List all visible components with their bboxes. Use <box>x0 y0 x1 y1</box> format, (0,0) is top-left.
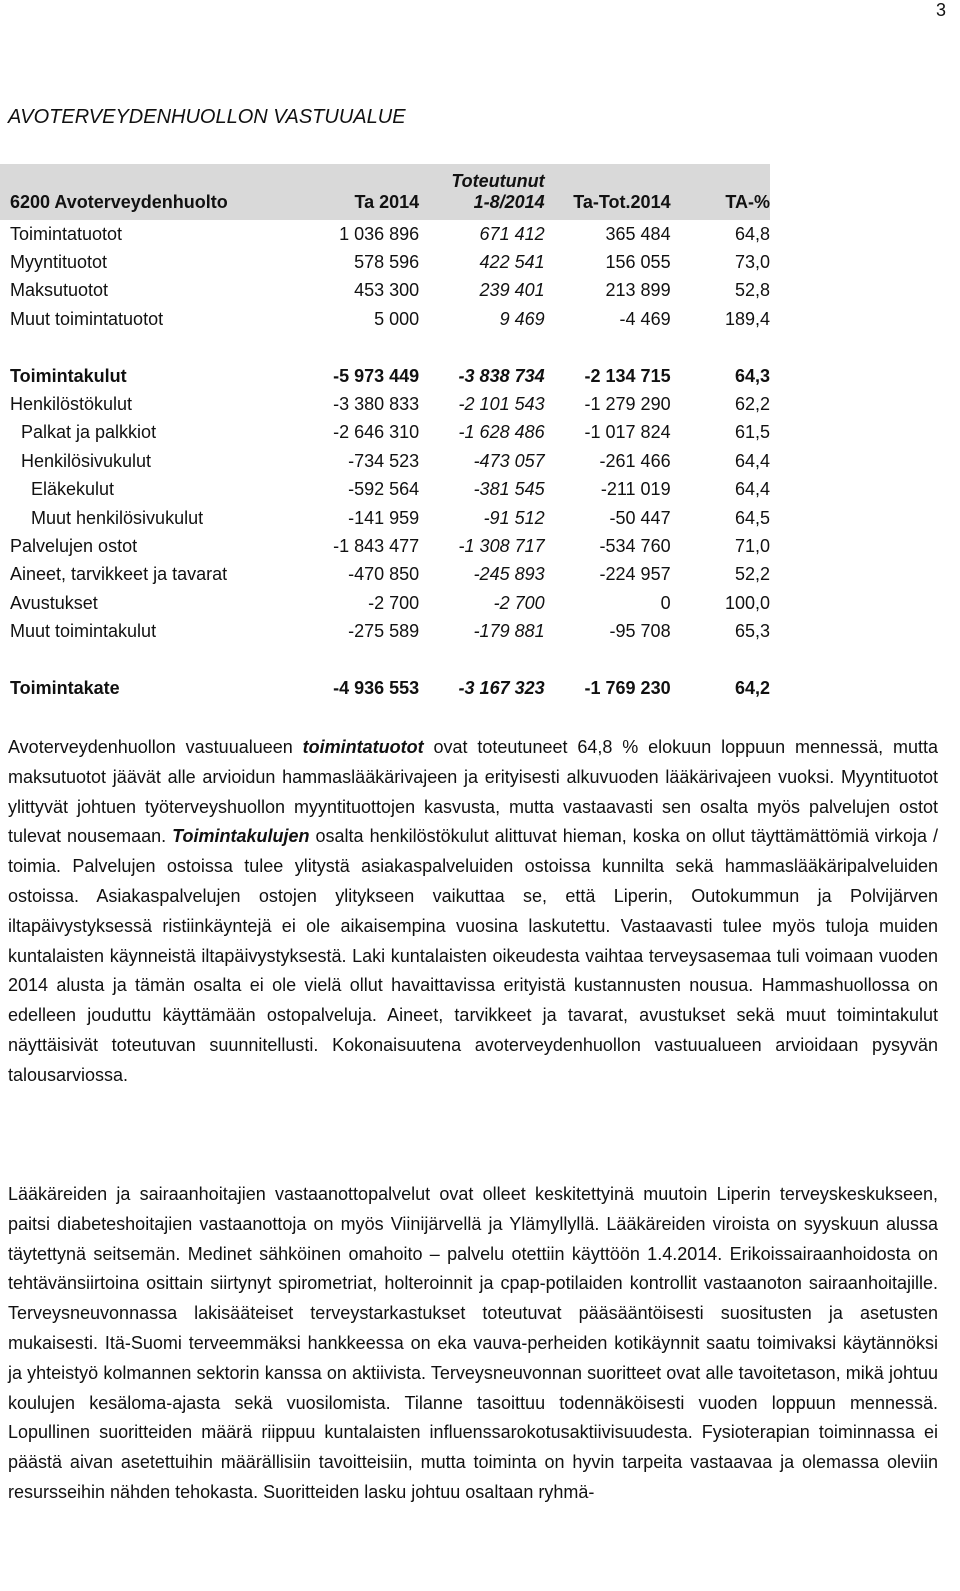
table-row <box>0 532 770 560</box>
cell-pct: 64,4 <box>734 479 770 500</box>
row-label: Maksutuotot <box>10 280 109 301</box>
header-diff: Ta-Tot.2014 <box>545 192 671 220</box>
table-row <box>0 589 770 617</box>
cell-ta: -2 700 <box>368 592 420 613</box>
cell-ta: 453 300 <box>354 280 420 301</box>
cell-tot: 671 412 <box>479 223 545 244</box>
cell-ta: -2 646 310 <box>333 422 420 443</box>
cell-pct: 64,2 <box>734 677 770 698</box>
cell-diff: -1 769 230 <box>584 677 671 698</box>
cell-diff: -1 017 824 <box>584 422 671 443</box>
table-row <box>0 476 770 504</box>
row-label: Avustukset <box>10 592 98 613</box>
cell-ta: -470 850 <box>348 564 420 585</box>
cell-diff: -50 447 <box>609 507 671 528</box>
cell-pct: 73,0 <box>734 252 770 273</box>
cell-diff: -4 469 <box>619 308 671 329</box>
cell-diff: 365 484 <box>605 223 671 244</box>
row-label: Muut toimintatuotot <box>10 308 164 329</box>
cell-diff: -261 466 <box>599 450 671 471</box>
cell-ta: 1 036 896 <box>339 223 420 244</box>
cell-tot: -1 308 717 <box>458 535 545 556</box>
row-label: Palkat ja palkkiot <box>21 422 157 443</box>
cell-pct: 52,2 <box>734 564 770 585</box>
page-number: 3 <box>935 0 946 20</box>
row-label: Toimintakate <box>10 677 120 698</box>
cell-ta: 5 000 <box>374 308 420 329</box>
header-ta-l1 <box>283 164 419 192</box>
cell-tot: -3 838 734 <box>458 365 545 386</box>
row-label: Henkilöstökulut <box>10 394 133 415</box>
cell-diff: 156 055 <box>605 252 671 273</box>
cell-ta: 578 596 <box>354 252 420 273</box>
row-label: Muut henkilösivukulut <box>31 507 204 528</box>
cell-ta: -5 973 449 <box>333 365 420 386</box>
cell-pct: 64,5 <box>734 507 770 528</box>
cell-tot: -2 700 <box>493 592 545 613</box>
table-row <box>0 419 770 447</box>
cell-pct: 52,8 <box>734 280 770 301</box>
row-label: Henkilösivukulut <box>21 450 152 471</box>
p2-text: Lääkäreiden ja sairaanhoitajien vastaanottopalvelut ovat olleet keskitettyinä muutoin Liperin terveyskeskukseen, paitsi diabeteshoitajien vastaanottoja on myös Viinijärvellä ja Ylämyllyllä. Lääkäreiden viroista on syyskuun alussa täytettynä seitsemän. Medinet sähköinen omahoito – palvelu otettiin käyttöön 1.4.2014. Erikoissairaanhoidosta on tehtävänsiirtoina osittain siirtynyt spirometriat, holteroinnit ja cpap-potilaiden kontrollit vastaanoton sairaanhoitajille. Terveysneuvonnassa lakisääteiset terveystarkastukset toteutuvat pääsääntöisesti suositusten ja asetusten mukaisesti. Itä-Suomi terveemmäksi hankkeessa on eka vauva-perheiden kotikäynnit saatu toimivaksi käytännöksi ja yhteistyö kolmannen sektorin kanssa on aktiivista. Terveysneuvonnan suoritteet ovat alle tavoitetason, mikä johtuu koulujen kesäloma-ajasta sekä vuosilomista. Tilanne tasoittuu todennäköisesti vuoden loppuun mennessä. Lopullinen suoritteiden määrä riippuu kuntalaisten influenssarokotusaktiivisuudesta. Fysioterapian toiminnassa ei päästä aivan asetettuihin määrällisiin tavoitteisiin, mutta toiminta on hyvin tarpeita vastaavaa ja olemassa oleviin resursseihin nähden tehokasta. Suoritteiden lasku johtuu osaltaan ryhmä- <box>8 1184 938 1502</box>
table-row <box>0 220 770 248</box>
cell-pct: 71,0 <box>734 535 770 556</box>
table-row <box>0 362 770 390</box>
spacer-row <box>0 646 770 674</box>
table-row <box>0 277 770 305</box>
header-pct: TA-% <box>671 192 770 220</box>
table-row-total <box>0 674 770 702</box>
cell-ta: -275 589 <box>348 621 420 642</box>
cell-pct: 64,8 <box>734 223 770 244</box>
cell-tot: -381 545 <box>473 479 545 500</box>
header-pct-l1 <box>671 164 770 192</box>
cell-pct: 62,2 <box>734 394 770 415</box>
table-row <box>0 504 770 532</box>
table-header <box>0 164 770 220</box>
row-label: Myyntituotot <box>10 252 108 273</box>
cell-tot: -91 512 <box>483 507 545 528</box>
cell-ta: -3 380 833 <box>333 394 420 415</box>
cell-pct: 65,3 <box>734 621 770 642</box>
cell-diff: -95 708 <box>609 621 671 642</box>
row-label: Aineet, tarvikkeet ja tavarat <box>10 564 228 585</box>
p1-keyword-toimintatuotot: toimintatuotot <box>302 737 424 757</box>
p1-keyword-toimintakulujen: Toimintakulujen <box>172 826 310 847</box>
header-diff-l1 <box>545 164 671 192</box>
cell-diff: -1 279 290 <box>584 394 671 415</box>
cell-ta: -1 843 477 <box>333 535 420 556</box>
row-label: Palvelujen ostot <box>10 535 138 556</box>
cell-tot: -2 101 543 <box>458 394 545 415</box>
row-label: Eläkekulut <box>31 479 115 500</box>
row-label: Muut toimintakulut <box>10 621 157 642</box>
cell-pct: 64,3 <box>734 365 770 386</box>
table-row <box>0 447 770 475</box>
header-toteutunut: 1-8/2014 <box>419 192 544 220</box>
header-toteutunut-l1: Toteutunut <box>419 164 544 192</box>
cell-ta: -141 959 <box>348 507 420 528</box>
cell-pct: 64,4 <box>734 450 770 471</box>
financial-table <box>0 164 770 703</box>
p1-part-a: Avoterveydenhuollon vastuualueen <box>8 737 303 757</box>
spacer-row <box>0 334 770 362</box>
header-ta: Ta 2014 <box>283 192 419 220</box>
cell-diff: -534 760 <box>599 535 671 556</box>
cell-tot: -3 167 323 <box>458 677 545 698</box>
cell-tot: 9 469 <box>499 308 545 329</box>
cell-ta: -592 564 <box>348 479 420 500</box>
table-row <box>0 617 770 645</box>
cell-diff: -224 957 <box>599 564 671 585</box>
cell-pct: 100,0 <box>724 592 770 613</box>
cell-pct: 189,4 <box>724 308 770 329</box>
cell-tot: -245 893 <box>473 564 545 585</box>
cell-diff: -2 134 715 <box>584 365 671 386</box>
header-label: 6200 Avoterveydenhuolto <box>0 192 283 220</box>
section-title: AVOTERVEYDENHUOLLON VASTUUALUE <box>8 106 406 128</box>
cell-tot: -473 057 <box>473 450 545 471</box>
row-label: Toimintatuotot <box>10 223 123 244</box>
row-label: Toimintakulut <box>10 365 127 386</box>
cell-diff: 0 <box>660 592 671 613</box>
paragraph-financial-summary <box>8 733 938 1091</box>
cell-tot: -1 628 486 <box>458 422 545 443</box>
table-row <box>0 561 770 589</box>
cell-ta: -4 936 553 <box>333 677 420 698</box>
table-row <box>0 390 770 418</box>
header-label-l1 <box>0 164 283 192</box>
cell-diff: -211 019 <box>600 479 671 500</box>
cell-tot: -179 881 <box>473 621 545 642</box>
paragraph-services <box>8 1180 938 1508</box>
cell-tot: 239 401 <box>479 280 545 301</box>
cell-tot: 422 541 <box>479 252 545 273</box>
table-row <box>0 248 770 276</box>
p1-part-c: ovat toteutuneet 64,8 % elokuun loppuun mennessä, mutta maksutuotot jäävät alle arvioidun hammaslääkärivajeen ja erityisesti alkuvuoden lääkärivajeen vuoksi. Myyntituotot ylittyvät johtuen työterveyshuollon myyntituottojen kasvusta, mutta vastaavasti sen osalta myös palvelujen ostot tulevat nousemaan. <box>8 737 938 847</box>
cell-pct: 61,5 <box>734 422 770 443</box>
cell-diff: 213 899 <box>605 280 671 301</box>
p1-part-e: osalta henkilöstökulut alittuvat hieman, koska on ollut täyttämättömiä virkoja / toimia. Palvelujen ostoissa tulee ylitystä asiakaspalveluiden ostoissa kunnilta sekä hammaslääkäripalveluiden ostoissa. Asiakaspalvelujen ostojen ylitykseen vaikuttaa se, että Liperin, Outokummun ja Polvijärven iltapäivystyksessä ristiinkäyntejä ei ole aikaisempina vuosina laskutettu. Vastaavasti tulee myös tuloja muiden kuntalaisten käynneistä iltapäivystyksestä. Laki kuntalaisten oikeudesta vaihtaa terveysasemaa tuli voimaan vuoden 2014 alusta ja tämän osalta ei ole vielä ollut havaittavissa erityistä kustannusten nousua. Hammashuollossa on edelleen jouduttu käyttämään ostopalveluja. Aineet, tarvikkeet ja tavarat, avustukset sekä muut toimintakulut näyttäisivät toteutuvan suunnitellusti. Kokonaisuutena avoterveydenhuollon vastuualueen arvioidaan pysyvän talousarviossa. <box>8 826 939 1085</box>
cell-ta: -734 523 <box>348 450 420 471</box>
table-row <box>0 305 770 333</box>
